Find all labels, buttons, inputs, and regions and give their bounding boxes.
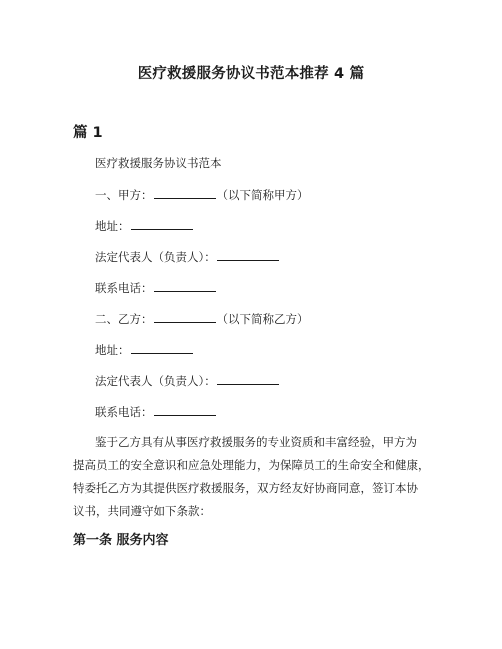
party-a-prefix: 一、甲方： <box>95 188 153 202</box>
party-a-address-line <box>95 218 194 234</box>
party-a-name-blank <box>154 188 216 199</box>
section-heading: 篇 1 <box>73 125 103 141</box>
party-b-phone-blank <box>154 405 216 416</box>
party-a-phone-line <box>95 280 217 296</box>
party-a-rep-blank <box>217 250 279 261</box>
paragraph-line-2: 提高员工的安全意识和应急处理能力，为保障员工的生命安全和健康， <box>73 458 430 472</box>
paragraph-line-3: 特委托乙方为其提供医疗救援服务，双方经友好协商同意，签订本协 <box>73 481 418 495</box>
party-b-address-blank <box>131 343 193 354</box>
party-a-suffix: （以下简称甲方） <box>216 188 309 202</box>
clause-heading: 第一条 服务内容 <box>73 533 169 548</box>
party-b-line <box>95 311 309 327</box>
paragraph-line-1: 鉴于乙方具有从事医疗救援服务的专业资质和丰富经验，甲方为 <box>95 435 417 449</box>
agreement-subtitle: 医疗救援服务协议书范本 <box>95 156 222 170</box>
party-a-line <box>95 187 309 203</box>
party-b-suffix: （以下简称乙方） <box>216 312 309 326</box>
party-a-address-label: 地址： <box>95 219 130 233</box>
document-title: 医疗救援服务协议书范本推荐 4 篇 <box>137 66 365 82</box>
party-b-rep-line <box>95 373 280 389</box>
party-a-phone-label: 联系电话： <box>95 281 153 295</box>
party-a-address-blank <box>131 219 193 230</box>
party-b-address-label: 地址： <box>95 343 130 357</box>
party-b-phone-line <box>95 404 217 420</box>
party-a-phone-blank <box>154 281 216 292</box>
party-b-phone-label: 联系电话： <box>95 405 153 419</box>
party-b-rep-blank <box>217 374 279 385</box>
party-b-address-line <box>95 342 194 358</box>
party-b-name-blank <box>154 312 216 323</box>
party-a-rep-line <box>95 249 280 265</box>
party-a-rep-label: 法定代表人（负责人）： <box>95 250 216 264</box>
paragraph-line-4: 议书，共同遵守如下条款： <box>73 504 211 518</box>
party-b-prefix: 二、乙方： <box>95 312 153 326</box>
party-b-rep-label: 法定代表人（负责人）： <box>95 374 216 388</box>
